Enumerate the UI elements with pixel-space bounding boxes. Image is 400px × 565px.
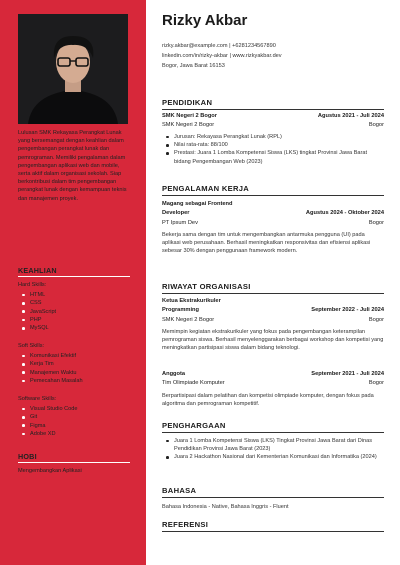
list-item: Figma (22, 422, 77, 430)
person-portrait-icon (18, 14, 128, 124)
org1-place-row (162, 317, 384, 323)
organization-divider (162, 293, 384, 294)
org1-title-row1 (162, 298, 384, 304)
list-item: Adobe XD (22, 430, 77, 438)
languages-text: Bahasa Indonesia - Native, Bahasa Inggris - Fluent (162, 504, 289, 510)
hobby-text: Mengembangkan Aplikasi (18, 468, 82, 474)
experience-company-row (162, 220, 384, 226)
software-skills-list (22, 405, 77, 438)
experience-role-row1 (162, 201, 384, 207)
list-item: Visual Studio Code (22, 405, 77, 413)
org2-period: September 2021 - Juli 2024 (311, 371, 384, 377)
hard-skills-list (22, 291, 56, 332)
list-item: CSS (22, 299, 56, 307)
education-title-row (162, 113, 384, 119)
hobby-heading: HOBI (18, 452, 37, 461)
experience-period: Agustus 2024 - Oktober 2024 (305, 210, 384, 216)
list-item: JavaScript (22, 308, 56, 316)
organization-heading: RIWAYAT ORGANISASI (162, 282, 251, 291)
hard-skills-label: Hard Skills: (18, 282, 47, 288)
experience-heading: PENGALAMAN KERJA (162, 184, 250, 193)
soft-skills-label: Soft Skills: (18, 343, 45, 349)
org1-description: Memimpin kegiatan ekstrakurikuler yang fokus pada pengembangan keterampilan pemrograman siswa. Berhasil menyelenggarakan berbagai workshop dan kompetisi yang meningkatkan partisipasi siswa dalam bidang teknologi. (162, 329, 384, 352)
education-school-sub: SMK Negeri 2 Bogor (162, 122, 215, 128)
list-item: Jurusan: Rekayasa Perangkat Lunak (RPL) (166, 133, 382, 141)
list-item: Prestasi: Juara 1 Lomba Kompetensi Siswa (LKS) tingkat Provinsi Jawa Barat bidang Pengembangan Web (2023) (166, 149, 382, 165)
education-period: Agustus 2021 - Juli 2024 (317, 113, 384, 119)
list-item: Pemecahan Masalah (22, 377, 83, 385)
list-item: Juara 2 Hackathon Nasional dari Kementerian Komunikasi dan Informatika (2024) (166, 453, 382, 461)
experience-description: Bekerja sama dengan tim untuk mengembangkan antarmuka pengguna (UI) pada aplikasi web perusahaan. Berhasil meningkatkan responsivitas dan efisiensi aplikasi sebesar 30% dengan penggunaan framework modern. (162, 232, 371, 255)
profile-summary: Lulusan SMK Rekayasa Perangkat Lunak yang bersemangat dengan keahlian dalam pengembangan perangkat lunak dan pemrograman. Memiliki pengalaman dalam pengembangan aplikasi web dan mobile, serta aktif dalam organisasi sekolah. Siap berkontribusi dalam tim pengembangan perangkat lunak dengan kemampuan teknis dan manajemen proyek. (18, 130, 127, 202)
full-name: Rizky Akbar (162, 12, 248, 29)
list-item: Git (22, 413, 77, 421)
contact-email-phone: rizky.akbar@example.com | +6281234567890 (162, 43, 276, 49)
org1-title-cont: Programming (162, 307, 199, 313)
soft-skills-list (22, 352, 83, 385)
list-item: Kerja Tim (22, 360, 83, 368)
languages-heading: BAHASA (162, 486, 197, 495)
contact-address: Bogor, Jawa Barat 16153 (162, 63, 225, 69)
list-item: PHP (22, 316, 56, 324)
experience-company: PT Ipsum Dev (162, 220, 198, 226)
references-heading: REFERENSI (162, 520, 209, 529)
languages-divider (162, 497, 384, 498)
org2-title: Anggota (162, 371, 186, 377)
awards-divider (162, 432, 384, 433)
profile-photo (18, 14, 128, 124)
education-divider (162, 109, 384, 110)
awards-heading: PENGHARGAAN (162, 421, 226, 430)
software-skills-label: Software Skills: (18, 396, 57, 402)
org2-description: Berpartisipasi dalam pelatihan dan kompetisi olimpiade komputer, dengan fokus pada algoritma dan pemrograman kompetitif. (162, 393, 374, 408)
org1-period: September 2022 - Juli 2024 (311, 307, 384, 313)
org1-place: SMK Negeri 2 Bogor (162, 317, 215, 323)
skills-heading: KEAHLIAN (18, 266, 57, 275)
skills-divider (18, 276, 130, 277)
org2-place-row (162, 380, 384, 386)
org2-place: Tim Olimpiade Komputer (162, 380, 225, 386)
org1-title-row2 (162, 307, 384, 313)
list-item: Komunikasi Efektif (22, 352, 83, 360)
hobby-divider (18, 462, 130, 463)
experience-city: Bogor (368, 220, 384, 226)
list-item: MySQL (22, 324, 56, 332)
experience-role-cont: Developer (162, 210, 190, 216)
org2-title-row (162, 371, 384, 377)
org2-city: Bogor (368, 380, 384, 386)
list-item: Nilai rata-rata: 88/100 (166, 141, 382, 149)
experience-divider (162, 195, 384, 196)
experience-role-row2 (162, 210, 384, 216)
education-details (166, 133, 382, 166)
org1-title: Ketua Ekstrakurikuler (162, 298, 221, 304)
education-heading: PENDIDIKAN (162, 98, 213, 107)
experience-role: Magang sebagai Frontend (162, 201, 233, 207)
awards-list (166, 437, 382, 462)
education-city: Bogor (368, 122, 384, 128)
education-school: SMK Negeri 2 Bogor (162, 113, 217, 119)
contact-links: linkedin.com/in/rizky-akbar | www.rizkyakbar.dev (162, 53, 282, 59)
list-item: HTML (22, 291, 56, 299)
list-item: Juara 1 Lomba Kompetensi Siswa (LKS) Tingkat Provinsi Jawa Barat dari Dinas Pendidikan Provinsi Jawa Barat (2023) (166, 437, 382, 453)
references-divider (162, 531, 384, 532)
education-sub-row (162, 122, 384, 128)
list-item: Manajemen Waktu (22, 369, 83, 377)
org1-city: Bogor (368, 317, 384, 323)
